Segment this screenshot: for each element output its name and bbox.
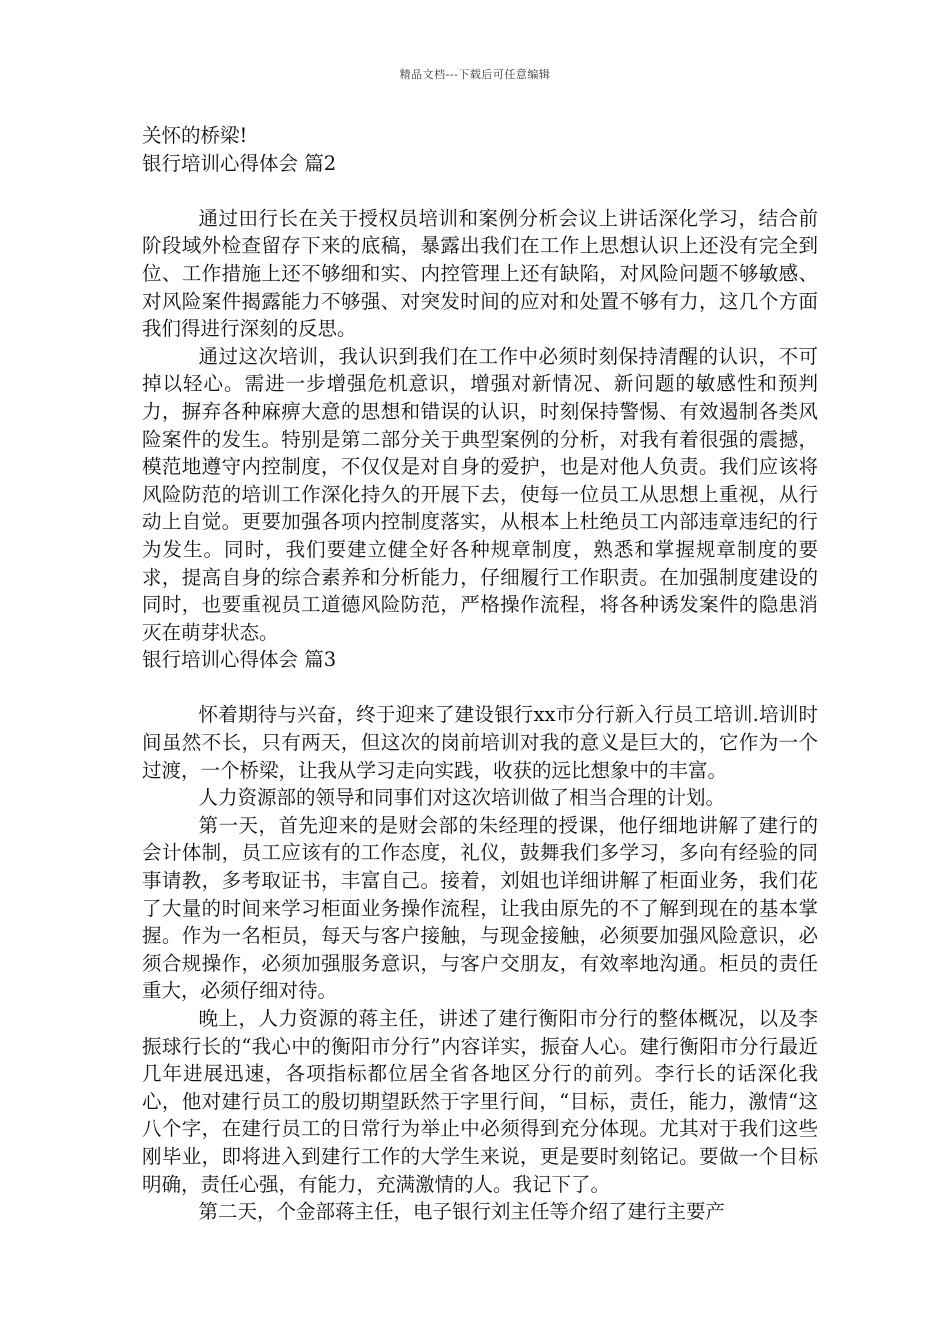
paragraph: 第一天，首先迎来的是财会部的朱经理的授课，他仔细地讲解了建行的会计体制，员工应该有的工作态度，礼仪，鼓舞我们多学习，多向有经验的同事请教，多考取证书，丰富自己。接着，刘姐也详细讲解了柜面业务，我们花了大量的时间来学习柜面业务操作流程，让我由原先的不了解到现在的基本掌握。作为一名柜员，每天与客户接触，与现金接触，必须要加强风险意识，必须合规操作，必须加强服务意识，与客户交朋友，有效率地沟通。柜员的责任重大，必须仔细对待。 (142, 813, 818, 1003)
paragraph: 人力资源部的领导和同事们对这次培训做了相当合理的计划。 (198, 786, 726, 810)
section-heading: 银行培训心得体会 篇3 (142, 648, 337, 672)
paragraph: 通过田行长在关于授权员培训和案例分析会议上讲话深化学习，结合前阶段域外检查留存下来的底稿，暴露出我们在工作上思想认识上还没有完全到位、工作措施上还不够细和实、内控管理上还有缺陷，对风险问题不够敏感、对风险案件揭露能力不够强、对突发时间的应对和处置不够有力，这几个方面我们得进行深刻的反思。 (142, 206, 818, 341)
paragraph: 通过这次培训，我认识到我们在工作中必须时刻保持清醒的认识，不可掉以轻心。需进一步增强危机意识，增强对新情况、新问题的敏感性和预判力，摒弃各种麻痹大意的思想和错误的认识，时刻保持警惕、有效遏制各类风险案件的发生。特别是第二部分关于典型案例的分析，对我有着很强的震撼，模范地遵守内控制度，不仅仅是对自身的爱护，也是对他人负责。我们应该将风险防范的培训工作深化持久的开展下去，使每一位员工从思想上重视，从行动上自觉。更要加强各项内控制度落实，从根本上杜绝员工内部违章违纪的行为发生。同时，我们要建立健全好各种规章制度，熟悉和掌握规章制度的要求，提高自身的综合素养和分析能力，仔细履行工作职责。在加强制度建设的同时，也要重视员工道德风险防范，严格操作流程，将各种诱发案件的隐患消灭在萌芽状态。 (142, 344, 818, 644)
paragraph: 第二天，个金部蒋主任，电子银行刘主任等介绍了建行主要产 (198, 1200, 726, 1224)
paragraph: 晚上，人力资源的蒋主任，讲述了建行衡阳市分行的整体概况，以及李振球行长的“我心中的衡阳市分行”内容详实，振奋人心。建行衡阳市分行最近几年进展迅速，各项指标都位居全省各地区分行的前列。李行长的话深化我心，他对建行员工的殷切期望跃然于字里行间，“目标，责任，能力，激情“这八个字，在建行员工的日常行为举止中必须得到充分体现。尤其对于我们这些刚毕业，即将进入到建行工作的大学生来说，更是要时刻铭记。要做一个目标明确，责任心强，有能力，充满激情的人。我记下了。 (142, 1007, 818, 1196)
page-header: 精品文档---下载后可任意编辑 (399, 68, 551, 81)
document-body (142, 122, 818, 1226)
paragraph: 怀着期待与兴奋，终于迎来了建设银行xx市分行新入行员工培训.培训时间虽然不长，只有两天，但这次的岗前培训对我的意义是巨大的，它作为一个过渡，一个桥梁，让我从学习走向实践，收获的远比想象中的丰富。 (142, 703, 818, 782)
paragraph-plain: 关怀的桥梁! (142, 124, 248, 147)
section-heading: 银行培训心得体会 篇2 (142, 151, 337, 175)
